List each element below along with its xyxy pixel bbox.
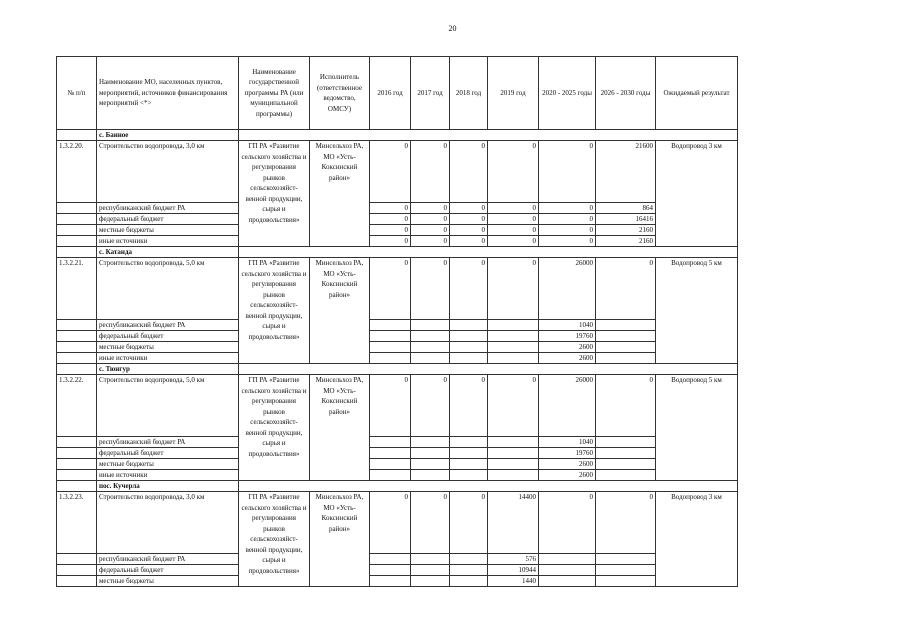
source-value bbox=[370, 342, 411, 353]
source-value bbox=[488, 459, 539, 470]
source-value bbox=[596, 565, 656, 576]
source-row bbox=[57, 236, 738, 247]
source-value: 576 bbox=[488, 554, 539, 565]
source-value: 0 bbox=[488, 214, 539, 225]
source-num-cell bbox=[57, 331, 97, 342]
row-number: 1.3.2.23. bbox=[57, 492, 97, 554]
table-row bbox=[57, 258, 738, 320]
settlement-fill bbox=[239, 247, 738, 258]
row-value: 0 bbox=[596, 258, 656, 320]
source-value bbox=[450, 565, 488, 576]
source-value: 0 bbox=[450, 236, 488, 247]
row-value: 0 bbox=[539, 141, 596, 203]
source-row bbox=[57, 448, 738, 459]
table-body bbox=[57, 130, 738, 587]
row-value: 26000 bbox=[539, 258, 596, 320]
source-num-cell bbox=[57, 236, 97, 247]
source-num-cell bbox=[57, 437, 97, 448]
header-mo: Наименование МО, населенных пунктов, мероприятий, источников финансирования мероприятий <*> bbox=[97, 57, 239, 130]
source-value bbox=[539, 565, 596, 576]
source-value: 1040 bbox=[539, 437, 596, 448]
source-value bbox=[411, 320, 450, 331]
table-row bbox=[57, 492, 738, 554]
source-value bbox=[450, 437, 488, 448]
source-num-cell bbox=[57, 342, 97, 353]
row-value: 14400 bbox=[488, 492, 539, 554]
source-label: местные бюджеты bbox=[97, 459, 239, 470]
financing-table bbox=[56, 56, 738, 587]
source-value: 0 bbox=[488, 236, 539, 247]
source-value bbox=[596, 320, 656, 331]
source-value bbox=[370, 353, 411, 364]
row-value: 0 bbox=[411, 258, 450, 320]
settlement-num-cell bbox=[57, 247, 97, 258]
row-executor: Минсельхоз РА, МО «Усть-Коксинский район» bbox=[310, 375, 370, 481]
source-value bbox=[411, 554, 450, 565]
source-value bbox=[488, 342, 539, 353]
row-value: 0 bbox=[596, 375, 656, 437]
source-value: 0 bbox=[539, 225, 596, 236]
source-value: 1040 bbox=[539, 320, 596, 331]
row-value: 0 bbox=[488, 258, 539, 320]
source-value: 2600 bbox=[539, 353, 596, 364]
source-value bbox=[539, 554, 596, 565]
row-program: ГП РА «Развитие сельского хозяйства и регулирования рынков сельскохозяйст-венной продукции, сырья и продовольствия» bbox=[239, 141, 310, 247]
source-value: 0 bbox=[450, 214, 488, 225]
source-value bbox=[596, 353, 656, 364]
source-value bbox=[488, 320, 539, 331]
source-row bbox=[57, 554, 738, 565]
row-value: 0 bbox=[370, 258, 411, 320]
source-label: иные источники bbox=[97, 236, 239, 247]
source-value bbox=[450, 576, 488, 587]
source-value: 0 bbox=[539, 214, 596, 225]
row-title: Строительство водопровода, 3,0 км bbox=[97, 492, 239, 554]
row-number: 1.3.2.21. bbox=[57, 258, 97, 320]
source-value bbox=[411, 353, 450, 364]
row-value: 0 bbox=[370, 492, 411, 554]
source-value: 1440 bbox=[488, 576, 539, 587]
source-value bbox=[370, 459, 411, 470]
settlement-name: пос. Кучерла bbox=[97, 481, 239, 492]
source-value bbox=[488, 331, 539, 342]
source-value bbox=[450, 353, 488, 364]
source-value bbox=[596, 437, 656, 448]
source-value bbox=[450, 448, 488, 459]
source-value bbox=[450, 459, 488, 470]
source-value: 2160 bbox=[596, 225, 656, 236]
header-2020-2025: 2020 - 2025 годы bbox=[539, 57, 596, 130]
source-label: республиканский бюджет РА bbox=[97, 320, 239, 331]
source-value bbox=[596, 554, 656, 565]
source-num-cell bbox=[57, 225, 97, 236]
source-value: 864 bbox=[596, 203, 656, 214]
source-num-cell bbox=[57, 554, 97, 565]
row-title: Строительство водопровода, 3,0 км bbox=[97, 141, 239, 203]
row-value: 0 bbox=[596, 492, 656, 554]
source-value bbox=[488, 448, 539, 459]
source-num-cell bbox=[57, 353, 97, 364]
header-num: № п/п bbox=[57, 57, 97, 130]
source-row bbox=[57, 214, 738, 225]
header-executor: Исполнитель (ответственное ведомство, ОМСУ) bbox=[310, 57, 370, 130]
row-value: 0 bbox=[370, 141, 411, 203]
source-value bbox=[411, 565, 450, 576]
header-row bbox=[57, 57, 738, 130]
row-value: 0 bbox=[488, 375, 539, 437]
settlement-row bbox=[57, 130, 738, 141]
row-program: ГП РА «Развитие сельского хозяйства и регулирования рынков сельскохозяйст-венной продукции, сырья и продовольствия» bbox=[239, 258, 310, 364]
source-value bbox=[411, 437, 450, 448]
row-value: 21600 bbox=[596, 141, 656, 203]
source-value: 0 bbox=[370, 236, 411, 247]
source-value: 19760 bbox=[539, 448, 596, 459]
source-value bbox=[596, 342, 656, 353]
source-value: 0 bbox=[539, 236, 596, 247]
source-value bbox=[370, 554, 411, 565]
header-program: Наименование государственной программы РА (или муниципальной программы) bbox=[239, 57, 310, 130]
source-row bbox=[57, 203, 738, 214]
source-value bbox=[488, 437, 539, 448]
source-value bbox=[450, 554, 488, 565]
settlement-fill bbox=[239, 130, 738, 141]
source-num-cell bbox=[57, 576, 97, 587]
source-label: местные бюджеты bbox=[97, 225, 239, 236]
source-label: местные бюджеты bbox=[97, 342, 239, 353]
source-value bbox=[488, 353, 539, 364]
row-value: 0 bbox=[411, 492, 450, 554]
source-value bbox=[596, 470, 656, 481]
source-row bbox=[57, 342, 738, 353]
source-value: 16416 bbox=[596, 214, 656, 225]
settlement-name: с. Катанда bbox=[97, 247, 239, 258]
page-number: 20 bbox=[448, 24, 457, 33]
row-value: 0 bbox=[450, 492, 488, 554]
header-2016: 2016 год bbox=[370, 57, 411, 130]
header-2017: 2017 год bbox=[411, 57, 450, 130]
settlement-fill bbox=[239, 481, 738, 492]
table-row bbox=[57, 141, 738, 203]
source-value: 10944 bbox=[488, 565, 539, 576]
source-value: 2600 bbox=[539, 470, 596, 481]
source-value: 0 bbox=[411, 203, 450, 214]
source-value: 0 bbox=[411, 225, 450, 236]
source-value: 2600 bbox=[539, 342, 596, 353]
source-row bbox=[57, 353, 738, 364]
table-row bbox=[57, 375, 738, 437]
source-num-cell bbox=[57, 470, 97, 481]
source-label: республиканский бюджет РА bbox=[97, 554, 239, 565]
row-program: ГП РА «Развитие сельского хозяйства и регулирования рынков сельскохозяйст-венной продукции, сырья и продовольствия» bbox=[239, 492, 310, 587]
row-value: 0 bbox=[539, 492, 596, 554]
source-value bbox=[450, 331, 488, 342]
source-label: республиканский бюджет РА bbox=[97, 437, 239, 448]
settlement-num-cell bbox=[57, 481, 97, 492]
source-value: 19760 bbox=[539, 331, 596, 342]
row-value: 0 bbox=[450, 375, 488, 437]
source-value: 0 bbox=[450, 225, 488, 236]
source-value: 2160 bbox=[596, 236, 656, 247]
source-value: 0 bbox=[370, 214, 411, 225]
row-program: ГП РА «Развитие сельского хозяйства и регулирования рынков сельскохозяйст-венной продукции, сырья и продовольствия» bbox=[239, 375, 310, 481]
settlement-num-cell bbox=[57, 364, 97, 375]
row-value: 0 bbox=[411, 375, 450, 437]
source-label: иные источники bbox=[97, 353, 239, 364]
row-value: 26000 bbox=[539, 375, 596, 437]
source-row bbox=[57, 470, 738, 481]
settlement-num-cell bbox=[57, 130, 97, 141]
source-value bbox=[411, 342, 450, 353]
source-value bbox=[596, 331, 656, 342]
source-row bbox=[57, 459, 738, 470]
source-row bbox=[57, 320, 738, 331]
source-num-cell bbox=[57, 214, 97, 225]
source-value: 0 bbox=[450, 203, 488, 214]
source-value bbox=[596, 576, 656, 587]
row-number: 1.3.2.22. bbox=[57, 375, 97, 437]
row-executor: Минсельхоз РА, МО «Усть-Коксинский район» bbox=[310, 492, 370, 587]
source-value: 0 bbox=[539, 203, 596, 214]
source-value: 0 bbox=[370, 225, 411, 236]
source-row bbox=[57, 576, 738, 587]
source-value bbox=[596, 459, 656, 470]
row-title: Строительство водопровода, 5,0 км bbox=[97, 258, 239, 320]
source-label: федеральный бюджет bbox=[97, 214, 239, 225]
source-value: 0 bbox=[488, 225, 539, 236]
source-row bbox=[57, 565, 738, 576]
source-value bbox=[411, 459, 450, 470]
source-label: федеральный бюджет bbox=[97, 565, 239, 576]
source-value bbox=[370, 448, 411, 459]
settlement-name: с. Банное bbox=[97, 130, 239, 141]
source-value bbox=[539, 576, 596, 587]
source-value bbox=[450, 342, 488, 353]
source-value bbox=[450, 470, 488, 481]
source-value bbox=[411, 470, 450, 481]
source-label: федеральный бюджет bbox=[97, 448, 239, 459]
row-title: Строительство водопровода, 5,0 км bbox=[97, 375, 239, 437]
row-result: Водопровод 3 км bbox=[656, 492, 738, 587]
row-value: 0 bbox=[450, 258, 488, 320]
settlement-name: с. Тюнгур bbox=[97, 364, 239, 375]
source-value: 0 bbox=[411, 236, 450, 247]
row-result: Водопровод 3 км bbox=[656, 141, 738, 247]
row-value: 0 bbox=[411, 141, 450, 203]
source-value bbox=[488, 470, 539, 481]
source-label: республиканский бюджет РА bbox=[97, 203, 239, 214]
row-value: 0 bbox=[450, 141, 488, 203]
settlement-fill bbox=[239, 364, 738, 375]
row-executor: Минсельхоз РА, МО «Усть-Коксинский район» bbox=[310, 141, 370, 247]
settlement-row bbox=[57, 481, 738, 492]
source-num-cell bbox=[57, 320, 97, 331]
header-result: Ожидаемый результат bbox=[656, 57, 738, 130]
source-value bbox=[411, 576, 450, 587]
source-value: 0 bbox=[411, 214, 450, 225]
header-2019: 2019 год bbox=[488, 57, 539, 130]
source-value bbox=[370, 576, 411, 587]
source-value bbox=[370, 565, 411, 576]
source-row bbox=[57, 437, 738, 448]
row-value: 0 bbox=[370, 375, 411, 437]
source-value: 2600 bbox=[539, 459, 596, 470]
source-value bbox=[450, 320, 488, 331]
source-num-cell bbox=[57, 203, 97, 214]
settlement-row bbox=[57, 247, 738, 258]
source-num-cell bbox=[57, 565, 97, 576]
settlement-row bbox=[57, 364, 738, 375]
source-value bbox=[370, 470, 411, 481]
source-value bbox=[370, 437, 411, 448]
source-label: местные бюджеты bbox=[97, 576, 239, 587]
source-value bbox=[370, 320, 411, 331]
row-value: 0 bbox=[488, 141, 539, 203]
row-result: Водопровод 5 км bbox=[656, 258, 738, 364]
source-value: 0 bbox=[370, 203, 411, 214]
source-value bbox=[411, 448, 450, 459]
source-row bbox=[57, 225, 738, 236]
header-2026-2030: 2026 - 2030 годы bbox=[596, 57, 656, 130]
source-label: федеральный бюджет bbox=[97, 331, 239, 342]
row-result: Водопровод 5 км bbox=[656, 375, 738, 481]
header-2018: 2018 год bbox=[450, 57, 488, 130]
row-number: 1.3.2.20. bbox=[57, 141, 97, 203]
source-num-cell bbox=[57, 448, 97, 459]
source-value bbox=[596, 448, 656, 459]
source-label: иные источники bbox=[97, 470, 239, 481]
source-row bbox=[57, 331, 738, 342]
row-executor: Минсельхоз РА, МО «Усть-Коксинский район» bbox=[310, 258, 370, 364]
source-num-cell bbox=[57, 459, 97, 470]
source-value: 0 bbox=[488, 203, 539, 214]
source-value bbox=[411, 331, 450, 342]
source-value bbox=[370, 331, 411, 342]
